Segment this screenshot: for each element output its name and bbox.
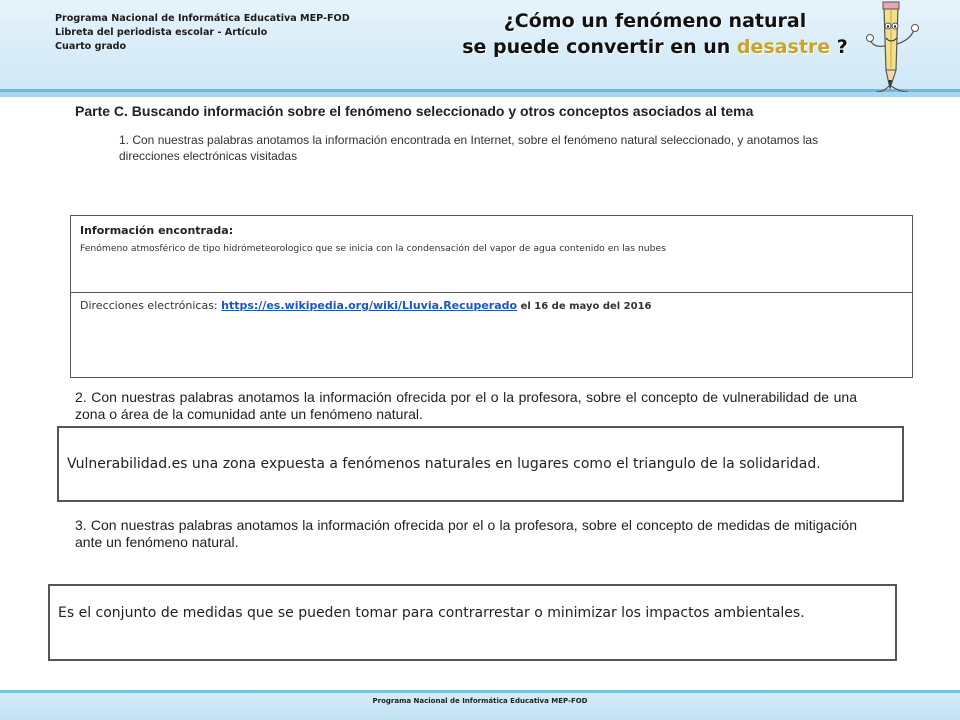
retrieved-date: el 16 de mayo del 2016	[517, 301, 652, 312]
instruction-item-1: 1. Con nuestras palabras anotamos la información encontrada en Internet, sobre el fenómeno natural seleccionado, y anotamos las direcciones electrónicas visitadas	[119, 133, 819, 163]
program-name: Programa Nacional de Informática Educativa MEP-FOD	[55, 13, 350, 24]
vulnerability-answer-box[interactable]	[57, 426, 904, 502]
title-line-2	[430, 34, 880, 60]
grade-label: Cuarto grado	[55, 41, 127, 52]
header-program-info	[55, 12, 350, 54]
vulnerability-answer-text: Vulnerabilidad.es una zona expuesta a fenómenos naturales en lugares como el triangulo de la solidaridad.	[67, 456, 821, 472]
directions-label: Direcciones electrónicas:	[80, 299, 222, 312]
page-title	[430, 8, 880, 60]
instruction-item-2: 2. Con nuestras palabras anotamos la información ofrecida por el o la profesora, sobre el concepto de vulnerabilidad de una zona o área de la comunidad ante un fenómeno natural.	[75, 389, 857, 422]
pencil-character-icon	[862, 0, 952, 94]
title-line-1: ¿Cómo un fenómeno natural	[503, 10, 807, 32]
wikipedia-link[interactable]: https://es.wikipedia.org/wiki/Lluvia.Recuperado	[221, 299, 518, 312]
directions-line	[80, 299, 652, 312]
footer-band	[0, 690, 960, 720]
title-line-2-start: se puede convertir en un	[462, 36, 737, 58]
mitigation-answer-text: Es el conjunto de medidas que se pueden tomar para contrarrestar o minimizar los impactos ambientales.	[58, 605, 805, 621]
instruction-item-3: 3. Con nuestras palabras anotamos la información ofrecida por el o la profesora, sobre el concepto de medidas de mitigación ante un fenómeno natural.	[75, 517, 857, 550]
info-table	[70, 215, 913, 378]
title-line-2-end: ?	[830, 36, 848, 58]
title-accent-word: desastre	[736, 36, 831, 58]
info-found-text: Fenómeno atmosférico de tipo hidrómeteorologico que se inicia con la condensación del vapor de agua contenido en las nubes	[80, 243, 666, 254]
info-found-label: Información encontrada:	[80, 224, 234, 237]
header-band	[0, 0, 960, 92]
mitigation-answer-box[interactable]	[48, 584, 897, 661]
part-c-title: Parte C. Buscando información sobre el fenómeno seleccionado y otros conceptos asociados al tema	[75, 103, 754, 119]
notebook-name: Libreta del periodista escolar - Artículo	[55, 27, 268, 38]
directions-row	[71, 293, 912, 377]
info-found-row	[71, 216, 912, 293]
footer-text: Programa Nacional de Informática Educativa MEP-FOD	[372, 697, 588, 705]
